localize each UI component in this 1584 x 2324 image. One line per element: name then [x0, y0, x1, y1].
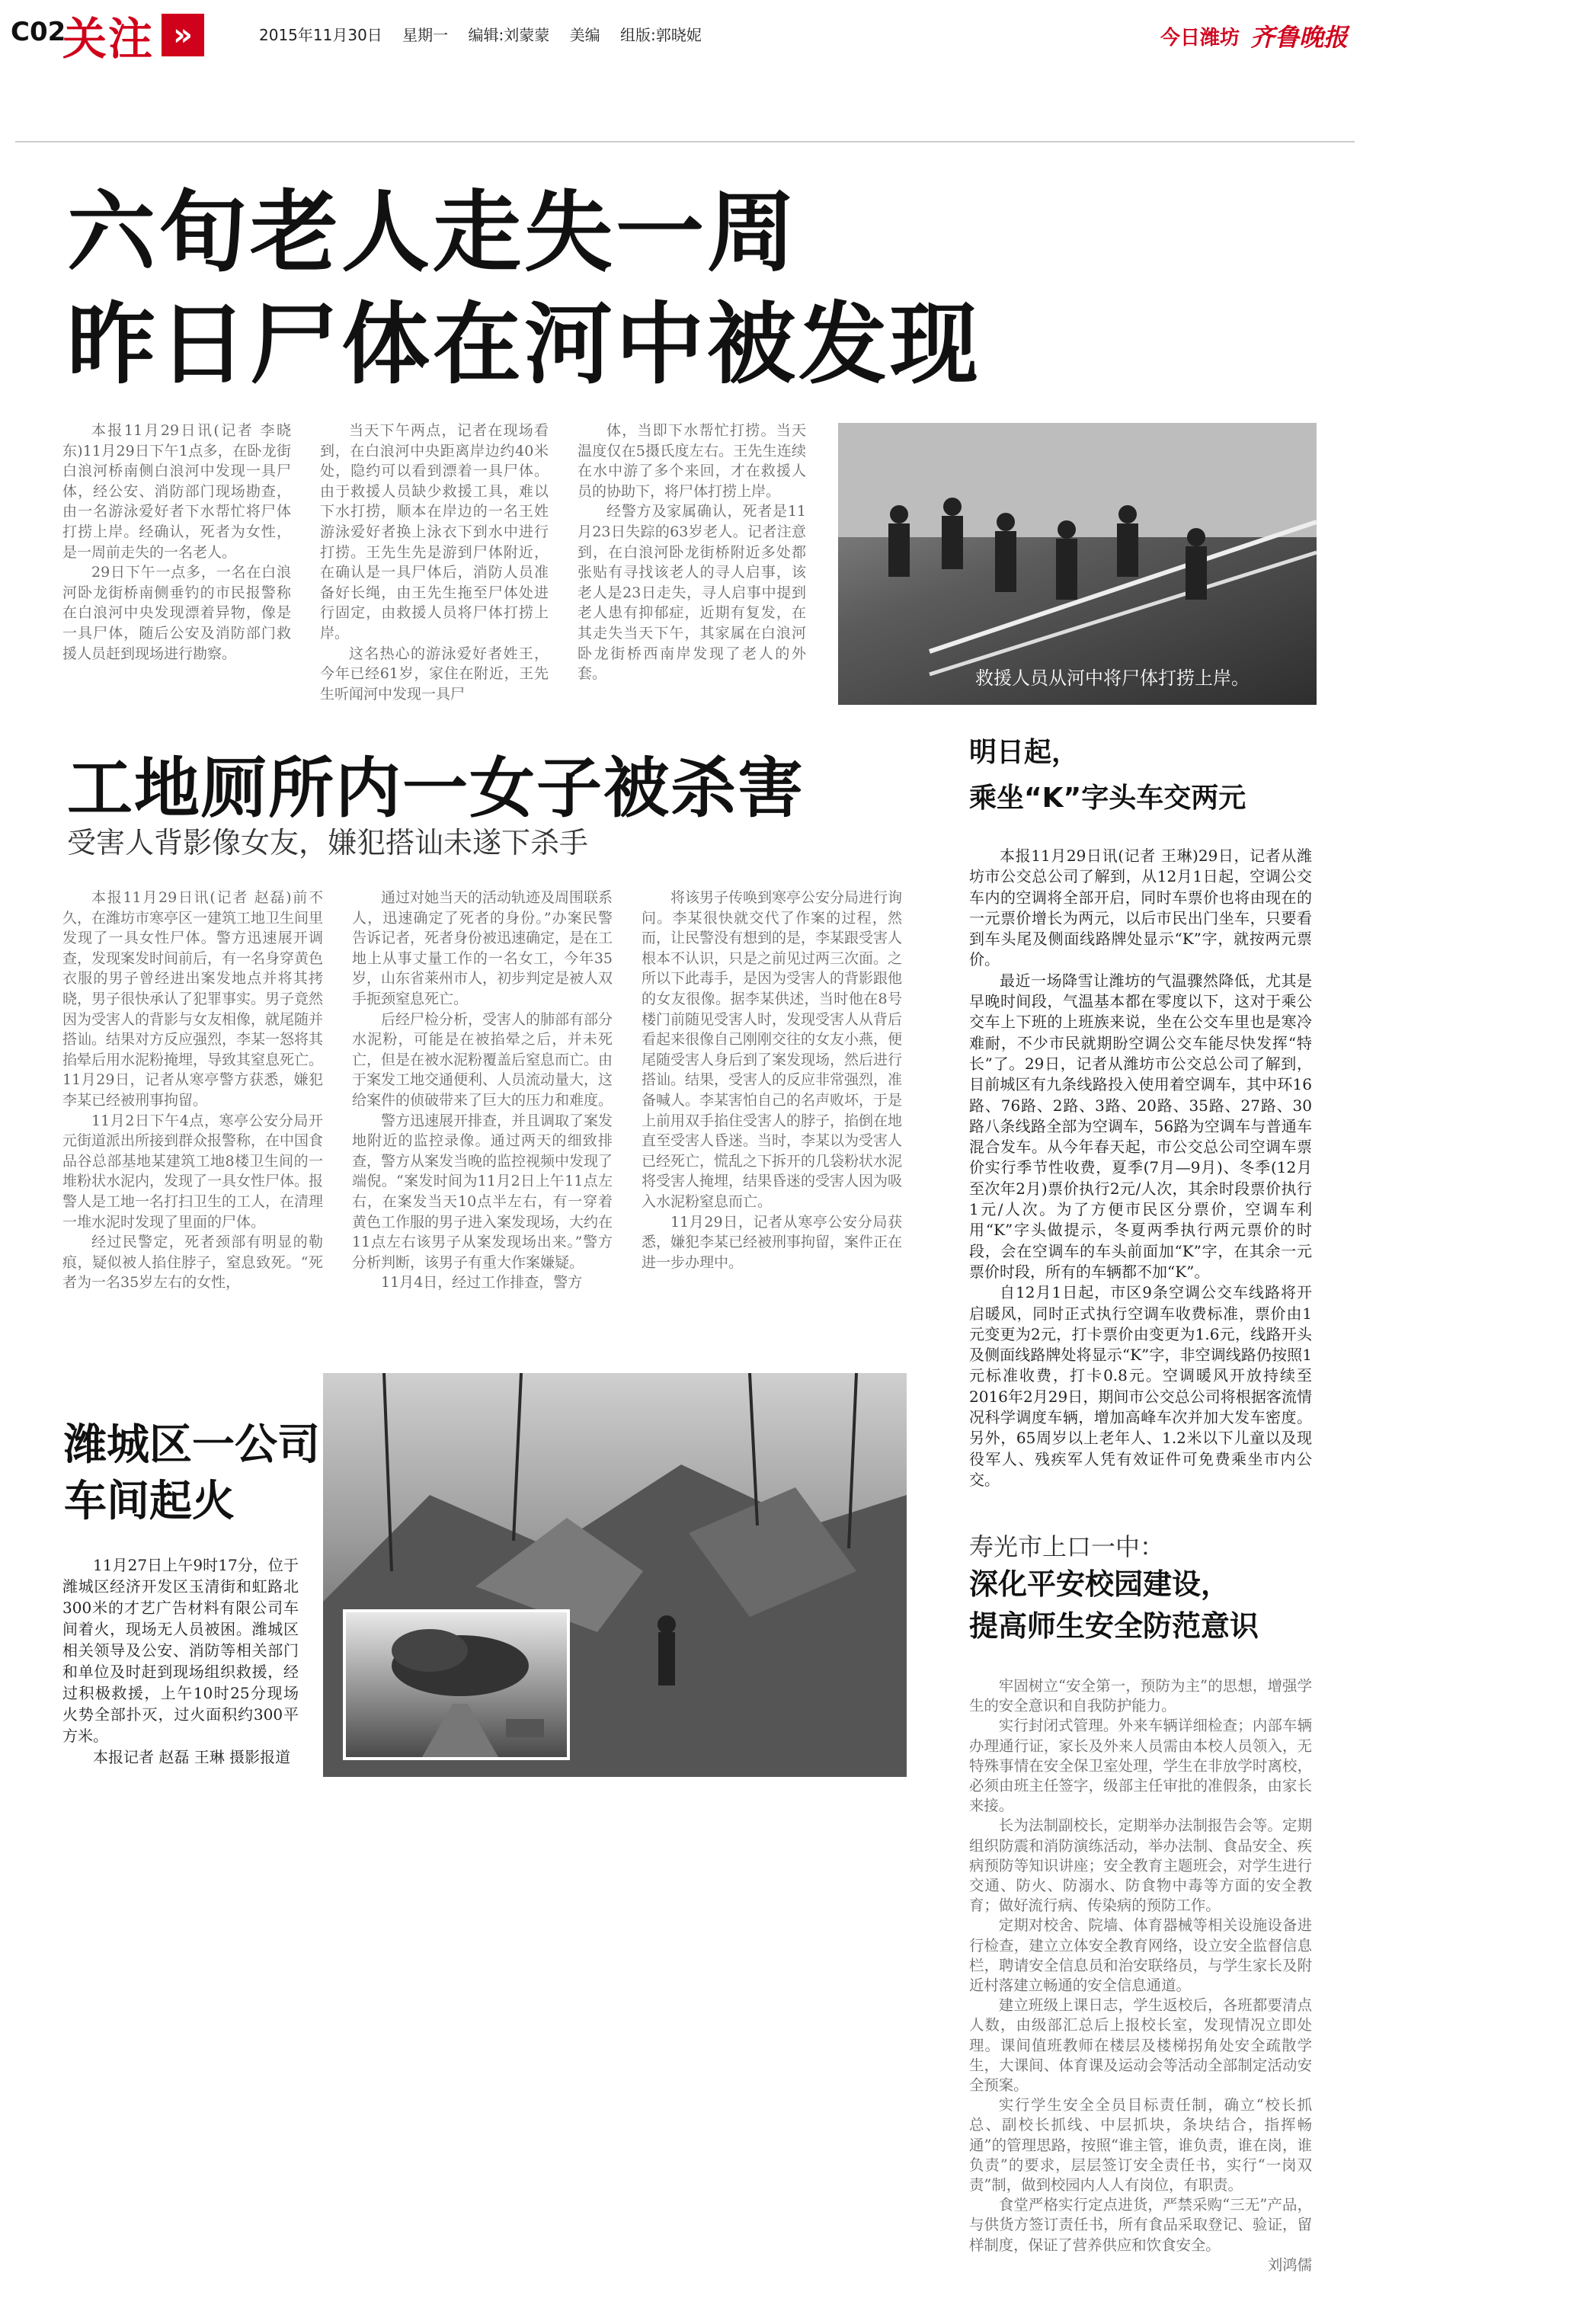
story5-kicker: 寿光市上口一中： [969, 1532, 1165, 1561]
story5-paragraph: 食堂严格实行定点进货，严禁采购“三无”产品，与供货方签订责任书，所有食品采取登记、验证，留样制度，保证了营养供应和饮食安全。 [969, 2196, 1312, 2254]
issue-weekday: 星期一 [402, 26, 449, 44]
section-tag [62, 9, 238, 65]
story4-paragraph: 本报11月29日讯(记者 王琳)29日，记者从潍坊市公交总公司了解到，从12月1日起，空调公交车内的空调将全部开启，同时车票价也将由现在的一元票价增长为两元，以后市民出门坐车，只要看到车头尾及侧面线路牌处显示“K”字，就按两元票价。 [969, 847, 1312, 969]
story5-body [969, 1676, 1312, 2275]
story5-byline: 刘鸿儒 [1267, 2255, 1312, 2274]
edition-label: 今日潍坊 [1160, 26, 1240, 50]
story1-paragraph: 经警方及家属确认，死者是11月23日失踪的63岁老人。记者注意到，在白浪河卧龙街桥附近多处都张贴有寻找该老人的寻人启事，该老人是23日走失，寻人启事中提到老人患有抑郁症，近期有复发，在其走失当天下午，其家属在白浪河卧龙街桥西南岸发现了老人的外套。 [578, 503, 806, 683]
story1-column-1 [62, 421, 291, 664]
proof-credit: 组版:郭晓妮 [619, 26, 702, 44]
header-meta [259, 23, 717, 45]
story1-paragraph: 29日下午一点多，一名在白浪河卧龙街桥南侧垂钓的市民报警称在白浪河中央发现漂着异物，像是一具尸体，随后公安及消防部门救援人员赶到现场进行勘察。 [62, 564, 291, 662]
section-label: 关注 [62, 13, 155, 65]
story2-paragraph: 11月2日下午4点，寒亭公安分局开元街道派出所接到群众报警称，在中国食品谷总部基地某建筑工地8楼卫生间的一堆粉状水泥内，发现了一具女性尸体。报警人是工地一名打扫卫生的工人，在清理一堆水泥时发现了里面的尸体。 [62, 1112, 324, 1231]
story3-headline [64, 1417, 320, 1530]
story5-headline-line2: 提高师生安全防范意识 [969, 1609, 1259, 1644]
story2-paragraph: 本报11月29日讯(记者 赵磊)前不久，在潍坊市寒亭区一建筑工地卫生间里发现了一具女性尸体。警方迅速展开调查，发现案发时间前后，有一名身穿黄色衣服的男子曾经进出案发地点并将其拷晓，男子很快承认了犯罪事实。男子竟然因为受害人的背影与女友相像，就尾随并搭讪。结果对方反应强烈，李某一怒将其掐晕后用水泥粉掩埋，导致其窒息死亡。11月29日，记者从寒亭警方获悉，嫌犯李某已经被刑事拘留。 [62, 889, 324, 1109]
photo-caption: 救援人员从河中将尸体打捞上岸。 [975, 667, 1250, 689]
story5-paragraph: 建立班级上课日志，学生返校后，各班都要清点人数，由级部汇总后上报校长室，发现情况立即处理。课间值班教师在楼层及楼梯拐角处安全疏散学生，大课间、体育课及运动会等活动全部制定活动安全预案。 [969, 1996, 1312, 2095]
story2-paragraph: 通过对她当天的活动轨迹及周围联系人，迅速确定了死者的身份。”办案民警告诉记者，死者身份被迅速确定，是在工地上从事丈量工作的一名女工，今年35岁，山东省莱州市人，初步判定是被人双手扼颈窒息死亡。 [352, 889, 613, 1007]
story1-column-2 [320, 421, 549, 704]
story5-headline [969, 1564, 1259, 1647]
story2-subhead: 受害人背影像女友，嫌犯搭讪未遂下杀手 [67, 826, 589, 859]
story1-headline-line1: 六旬老人走失一周 [67, 181, 798, 284]
page-number: C02 [11, 17, 66, 47]
issue-date: 2015年11月30日 [259, 26, 382, 44]
story5-headline-line1: 深化平安校园建设， [969, 1567, 1230, 1601]
story5-paragraph: 定期对校舍、院墙、体育器械等相关设施设备进行检查，建立立体安全教育网络，设立安全监督信息栏，聘请安全信息员和治安联络员，与学生家长及附近村落建立畅通的安全信息通道。 [969, 1916, 1312, 1995]
story2-paragraph: 后经尸检分析，受害人的肺部有部分水泥粉，可能是在被掐晕之后，并未死亡，但是在被水泥粉覆盖后窒息而亡。由于案发工地交通便利、人员流动量大，这给案件的侦破带来了巨大的压力和难度。 [352, 1010, 613, 1109]
story4-kicker: 明日起， [969, 737, 1080, 768]
smoke-inset-photo-icon [343, 1609, 570, 1760]
story3-paragraph: 11月27日上午9时17分，位于潍城区经济开发区玉清街和虹路北300米的才艺广告材料有限公司车间着火，现场无人员被困。潍城区相关领导及公安、消防等相关部门和单位及时赶到现场组织救援，经过积极救援，上午10时25分现场火势全部扑灭，过火面积约300平方米。 [62, 1556, 299, 1745]
newspaper-logo: 齐鲁晚报 [1250, 23, 1348, 52]
header-divider [15, 141, 1355, 142]
story5-paragraph: 实行封闭式管理。外来车辆详细检查；内部车辆办理通行证，家长及外来人员需由本校人员领入，无特殊事情在安全保卫室处理，学生在非放学时离校，必须由班主任签字，级部主任审批的准假条，由家长来接。 [969, 1717, 1312, 1815]
story1-paragraph: 体，当即下水帮忙打捞。当天温度仅在5摄氏度左右。王先生连续在水中游了多个来回，才在救援人员的协助下，将尸体打捞上岸。 [578, 422, 806, 500]
story2-paragraph: 经过民警定，死者颈部有明显的勒痕，疑似被人掐住脖子，窒息致死。“死者为一名35岁左右的女性， [62, 1234, 323, 1292]
story4-paragraph: 最近一场降雪让潍坊的气温骤然降低，尤其是早晚时间段，气温基本都在零度以下，这对于乘公交车上下班的上班族来说，坐在公交车里也是寒冷难耐，不少市民就期盼空调公交车能尽快发挥“特长”了。29日，记者从潍坊市公交总公司了解到，目前城区有九条线路投入使用着空调车，其中环16路、76路、2路、3路、20路、35路、27路、30路八条线路全部为空调车，56路为空调车与普通车混合发车。从今年春天起，市公交总公司空调车票价实行季节性收费，夏季(7月—9月)、冬季(12月至次年2月)票价执行2元/人次，其余时段票价执行1元/人次。为了方便市民区分票价，空调车利用“K”字头做提示，冬夏两季执行两元票价的时段，会在空调车的车头前面加“K”字，在其余一元票价时段，所有的车辆都不加“K”。 [969, 971, 1312, 1281]
story5-paragraph: 实行学生安全全员目标责任制，确立“校长抓总、副校长抓线、中层抓块，条块结合，指挥畅通”的管理思路，按照“谁主管，谁负责，谁在岗，谁负责”的要求，层层签订安全责任书，实行“一岗双责”制，做到校园内人人有岗位，有职责。 [969, 2096, 1312, 2194]
design-credit: 美编 [569, 26, 600, 44]
story2-column-2 [352, 888, 613, 1293]
story2-column-1 [62, 888, 323, 1293]
story2-paragraph: 11月4日，经过工作排查，警方 [381, 1274, 583, 1292]
story2-headline: 工地厕所内一女子被杀害 [67, 751, 805, 827]
story2-paragraph: 将该男子传唤到寒亭公安分局进行询问。李某很快就交代了作案的过程，然而，让民警没有想到的是，李某跟受害人根本不认识，只是之前见过两三次面。之所以下此毒手，是因为受害人的背影跟他的女友很像。据李某供述，当时他在8号楼门前随见受害人时，发现受害人从背后看起来很像自己刚刚交往的女友小燕，便尾随受害人身后到了案发现场，然后进行搭讪。结果，受害人的反应非常强烈，准备喊人。李某害怕自己的名声败坏，于是上前用双手掐住受害人的脖子，掐倒在地直至受害人昏迷。当时，李某以为受害人已经死亡，慌乱之下拆开的几袋粉状水泥将受害人掩埋，结果昏迷的受害人因为吸入水泥粉窒息而亡。 [642, 889, 903, 1210]
story2-paragraph: 警方迅速展开排查，并且调取了案发地附近的监控录像。通过两天的细致排查，警方从案发当晚的监控视频中发现了端倪。“案发时间为11月2日上午11点左右，在案发当天10点半左右，有一穿着黄色工作服的男子进入案发现场，大约在11点左右该男子从案发现场出来。”警方分析判断，该男子有重大作案嫌疑。 [352, 1112, 613, 1271]
story4-headline: 乘坐“K”字头车交两元 [969, 783, 1246, 814]
story1-column-3 [578, 421, 806, 684]
story1-paragraph: 本报11月29日讯(记者 李晓东)11月29日下午1点多，在卧龙街白浪河桥南侧白浪河中发现一具尸体，经公安、消防部门现场勘查，由一名游泳爱好者下水帮忙将尸体打捞上岸。经确认，死者为女性，是一周前走失的一名老人。 [62, 422, 291, 561]
story5-paragraph: 牢固树立“安全第一，预防为主”的思想，增强学生的安全意识和自我防护能力。 [969, 1677, 1312, 1715]
story5-paragraph: 长为法制副校长，定期举办法制报告会等。定期组织防震和消防演练活动，举办法制、食品安全、疾病预防等知识讲座；安全教育主题班会，对学生进行交通、防火、防溺水、防食物中毒等方面的安全教育；做好流行病、传染病的预防工作。 [969, 1817, 1312, 1915]
story3-headline-line1: 潍城区一公司 [64, 1420, 320, 1470]
story1-headline-line2: 昨日尸体在河中被发现 [67, 293, 981, 396]
story4-paragraph: 自12月1日起，市区9条空调公交车线路将开启暖风，同时正式执行空调车收费标准，票价由1元变更为2元，打卡票价由变更为1.6元，线路开头及侧面线路牌处将显示“K”字，非空调线路仍按照1元标准收费，打卡0.8元。空调暖风开放持续至2016年2月29日，期间市公交总公司将根据客流情况科学调度车辆，增加高峰车次并加大发车密度。另外，65周岁以上老年人、1.2米以下儿童以及现役军人、残疾军人凭有效证件可免费乘坐市内公交。 [969, 1283, 1312, 1489]
story1-paragraph: 当天下午两点，记者在现场看到，在白浪河中央距离岸边约40米处，隐约可以看到漂着一具尸体。由于救援人员缺少救援工具，难以下水打捞，顺本在岸边的一名王姓游泳爱好者换上泳衣下到水中进行打捞。王先生先是游到尸体附近，在确认是一具尸体后，消防人员准备好长绳，由王先生拖至尸体处进行固定，由救援人员将尸体打捞上岸。 [320, 422, 549, 642]
story4-body [969, 846, 1312, 1490]
double-chevron-right-icon: » [162, 14, 204, 56]
story2-paragraph: 11月29日，记者从寒亭公安分局获悉，嫌犯李某已经被刑事拘留，案件正在进一步办理中。 [642, 1213, 903, 1271]
fire-scene-photo-icon [323, 1373, 907, 1777]
masthead [1160, 18, 1348, 53]
story3-headline-line2: 车间起火 [64, 1476, 235, 1526]
story1-paragraph: 这名热心的游泳爱好者姓王，今年已经61岁，家住在附近，王先生听闻河中发现一具尸 [320, 645, 549, 703]
rescue-photo-icon [838, 423, 1317, 705]
story3-byline: 本报记者 赵磊 王琳 摄影报道 [93, 1748, 291, 1766]
story2-column-3 [642, 888, 902, 1272]
editor-credit: 编辑:刘蒙蒙 [468, 26, 550, 44]
story3-body [62, 1554, 299, 1768]
